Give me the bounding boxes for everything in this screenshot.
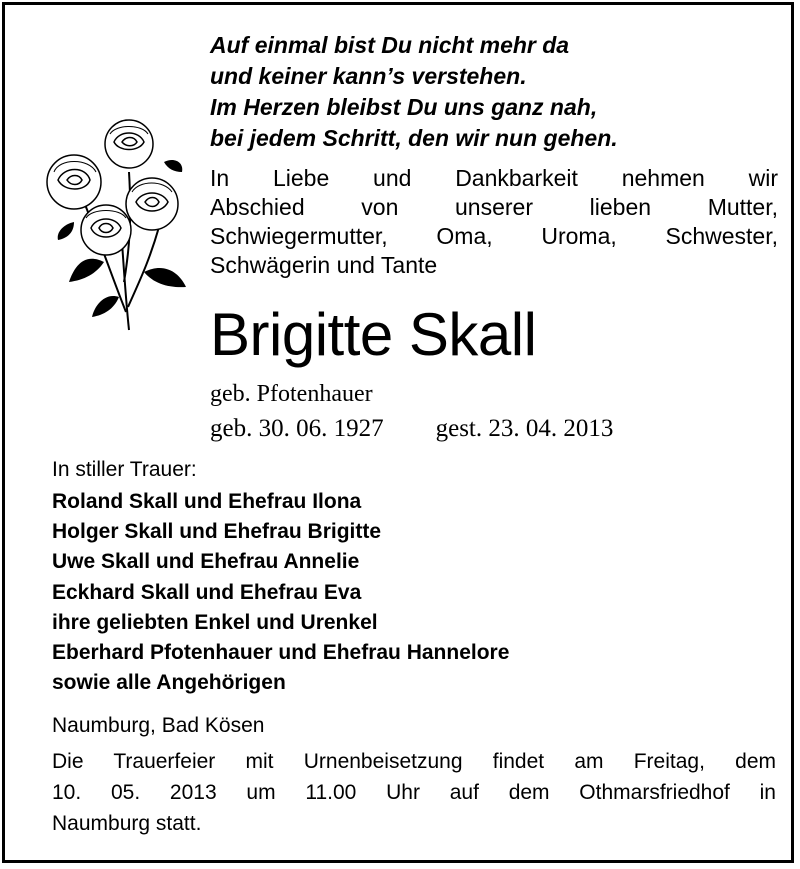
mourner-line: Eberhard Pfotenhauer und Ehefrau Hannelore [52, 641, 510, 665]
funeral-line: Naumburg statt. [52, 812, 202, 835]
memorial-poem [210, 30, 618, 154]
death-date: gest. 23. 04. 2013 [435, 415, 614, 442]
maiden-name: geb. Pfotenhauer [210, 381, 373, 407]
mourner-line: sowie alle Angehörigen [52, 671, 286, 695]
funeral-line: Die Trauerfeier mit Urnenbeisetzung findet am Freitag, dem [52, 750, 776, 773]
intro-line: In Liebe und Dankbarkeit nehmen wir [210, 165, 778, 191]
poem-line: Im Herzen bleibst Du uns ganz nah, [210, 94, 598, 120]
poem-line: und keiner kann’s verstehen. [210, 63, 527, 89]
poem-line: Auf einmal bist Du nicht mehr da [210, 32, 570, 58]
intro-text [210, 164, 778, 280]
roses-illustration [44, 112, 194, 337]
funeral-details [52, 746, 776, 839]
life-dates [210, 413, 613, 445]
mourner-line: Uwe Skall und Ehefrau Annelie [52, 550, 360, 574]
intro-line: Abschied von unserer lieben Mutter, [210, 194, 778, 220]
poem-line: bei jedem Schritt, den wir nun gehen. [210, 125, 618, 151]
deceased-name: Brigitte Skall [210, 301, 537, 368]
place-line: Naumburg, Bad Kösen [52, 714, 265, 737]
mourner-line: Holger Skall und Ehefrau Brigitte [52, 520, 382, 544]
mourner-line: ihre geliebten Enkel und Urenkel [52, 610, 378, 634]
mourner-line: Eckhard Skall und Ehefrau Eva [52, 580, 362, 604]
birth-date: geb. 30. 06. 1927 [210, 415, 384, 442]
mourner-line: Roland Skall und Ehefrau Ilona [52, 490, 362, 513]
mourning-label: In stiller Trauer: [52, 458, 197, 481]
mourners-list [52, 487, 509, 698]
intro-line: Schwiegermutter, Oma, Uroma, Schwester, [210, 223, 778, 249]
intro-line: Schwägerin und Tante [210, 252, 438, 278]
funeral-line: 10. 05. 2013 um 11.00 Uhr auf dem Othmarsfriedhof in [52, 781, 776, 804]
